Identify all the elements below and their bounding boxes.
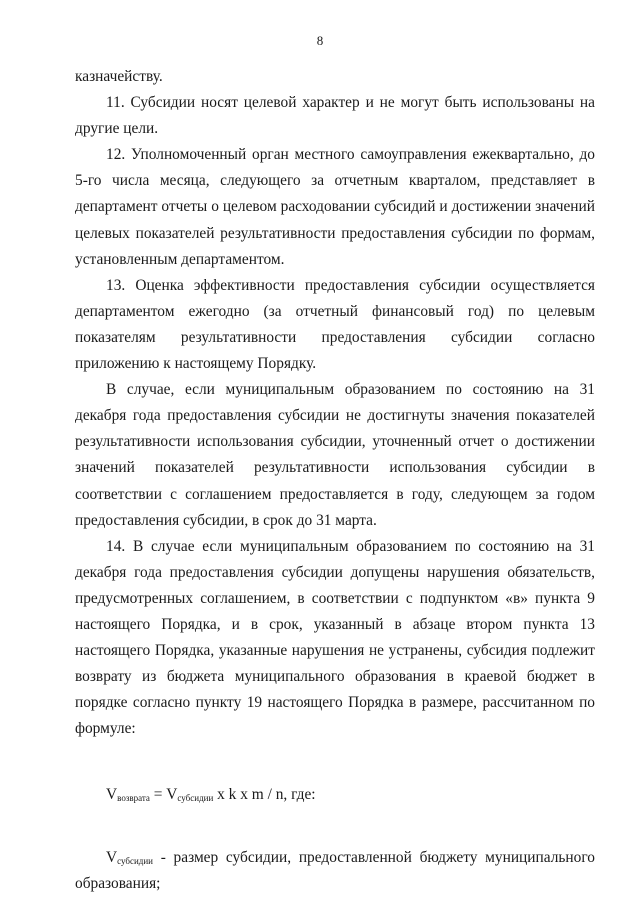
document-body (75, 64, 595, 897)
paragraph-14: 14. В случае если муниципальным образованием по состоянию на 31 декабря года предоставления субсидии допущены нарушения обязательств, предусмотренных соглашением, в соответствии с подпунктом «в» пункта 9 настоящего Порядка, и в срок, указанный в абзаце втором пункта 13 настоящего Порядка, указанные нарушения не устранены, субсидия подлежит возврату из бюджета муниципального образования в краевой бюджет в порядке согласно пункту 19 настоящего Порядка в размере, рассчитанном по формуле: (75, 537, 595, 738)
paragraph-11: 11. Субсидии носят целевой характер и не могут быть использованы на другие цели. (75, 94, 595, 138)
paragraph-12: 12. Уполномоченный орган местного самоуправления ежеквартально, до 5-го числа месяца, следующего за отчетным кварталом, представляет в департамент отчеты о целевом расходовании субсидий и достижении значений целевых показателей результативности предоставления субсидии по формам, установленным департаментом. (75, 146, 595, 268)
formula-subscript-subsidy: субсидии (177, 793, 214, 804)
formula-subscript-return: возврата (117, 793, 150, 804)
return-formula: $V_{возврата} = V_{субсидии}$ x k x m / n, где: (106, 786, 316, 804)
page-number: 8 (316, 33, 324, 48)
paragraph-13: 13. Оценка эффективности предоставления субсидии осуществляется департаментом ежегодно (за отчетный финансовый год) по целевым показателям результативности предоставления субсидии согласно приложению к настоящему Порядку. (75, 276, 595, 373)
variable-definition: $V_{субсидии}$ - размер субсидии, предоставленной бюджету муниципального образования; (75, 848, 595, 892)
paragraph-continuation: казначейству. (75, 68, 163, 85)
definition-subscript: субсидии (117, 855, 153, 866)
paragraph-13-second: В случае, если муниципальным образованием по состоянию на 31 декабря года предоставления субсидии не достигнуты значения показателей результативности использования субсидии, уточненный отчет о достижении значений показателей результативности использования субсидии в соответствии с соглашением предоставляется в году, следующем за годом предоставления субсидии, в срок до 31 марта. (75, 381, 595, 529)
